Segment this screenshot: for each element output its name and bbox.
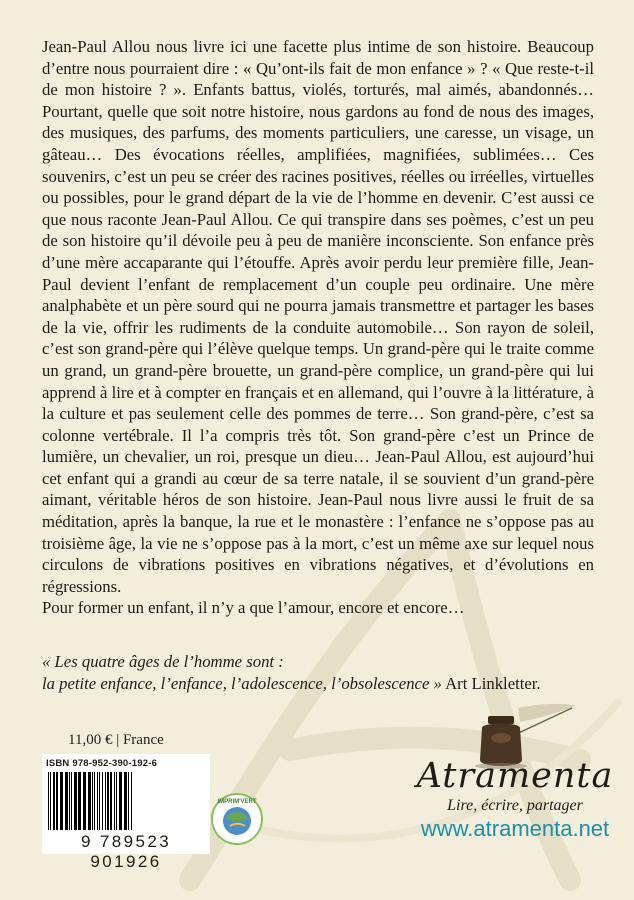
barcode-bar bbox=[114, 772, 115, 830]
barcode-bar bbox=[83, 772, 86, 830]
barcode-bar bbox=[53, 772, 55, 830]
barcode-bar bbox=[56, 772, 58, 830]
barcode-bar bbox=[107, 772, 109, 830]
price-label: 11,00 € | France bbox=[68, 732, 164, 748]
barcode-bar bbox=[105, 772, 106, 830]
isbn-number: ISBN 978-952-390-192-6 bbox=[46, 758, 158, 769]
quote-line-2: la petite enfance, l’enfance, l’adolescence, l’obsolescence » bbox=[42, 673, 442, 693]
barcode-bar bbox=[74, 772, 77, 830]
barcode-bar bbox=[97, 772, 98, 830]
barcode-digits: 9 789523 901926 bbox=[80, 832, 172, 871]
barcode-bar bbox=[102, 772, 103, 830]
epigraph-quote bbox=[42, 651, 602, 694]
publisher-tagline: Lire, écrire, partager bbox=[447, 797, 583, 814]
barcode-bar bbox=[88, 772, 91, 830]
barcode-bar bbox=[65, 772, 68, 830]
barcode-bar bbox=[131, 772, 132, 830]
barcode-bar bbox=[99, 772, 100, 830]
barcode-bar bbox=[119, 772, 122, 830]
back-cover-blurb bbox=[42, 36, 594, 619]
barcode-bar bbox=[124, 772, 127, 830]
barcode-bar bbox=[71, 772, 72, 830]
quote-author: Art Linkletter. bbox=[441, 673, 541, 693]
barcode-bar bbox=[69, 772, 70, 830]
barcode-bar bbox=[60, 772, 63, 830]
blurb-paragraph: Jean-Paul Allou nous livre ici une facette plus intime de son histoire. Beaucoup d’entre nous pourraient dire : « Qu’ont-ils fait de mon enfance » ? « Que reste-t-il de mon histoire ? ». Enfants battus, violés, torturés, mal aimés, abandonnés… Pourtant, quelle que soit notre histoire, nous gardons au fond de nous des images, des musiques, des parfums, des moments particuliers, une caresse, un visage, un gâteau… Des évocations réelles, amplifiées, magnifiées, sublimées… Ces souvenirs, c’est un peu se créer des racines positives, réelles ou irréelles, virtuelles ou possibles, pour le grand départ de la vie de l’homme en devenir. C’est aussi ce que nous raconte Jean-Paul Allou. Ce qui transpire dans ses poèmes, c’est un peu de son histoire qu’il dévoile peu à peu de manière inconsciente. Son enfance près d’une mère accaparante qui l’étouffe. Après avoir perdu leur première fille, Jean-Paul devient l’enfant de remplacement d’un couple peu ordinaire. Une mère analphabète et un père sourd qui ne pourra jamais transmettre et partager les bases de la vie, offrir les rudiments de la conduite automobile… Son rayon de soleil, c’est son grand-père qui l’élève quelque temps. Un grand-père qui le traite comme un grand, un grand-père brouette, un grand-père complice, un grand-père qui lui apprend à lire et à compter en français et en allemand, qui l’ouvre à la littérature, à la culture et pas seulement celle des pommes de terre… Son grand-père, c’est sa colonne vertébrale. Il l’a compris très tôt. Son grand-père c’est un Prince de lumière, un chevalier, un roi, presque un dieu… Jean-Paul Allou, est aujourd’hui cet enfant qui a grandi au cœur de sa terre natale, il se souvient d’un grand-père aimant, véritable héros de son histoire. Jean-Paul nous livre aussi le fruit de sa méditation, après la banque, la rue et le monastère : l’enfance ne s’oppose pas au troisième âge, la vie ne s’oppose pas à la mort, c’est un même axe sur lequel nous circulons de vibrations positives en vibrations négatives, et d’évolutions en régressions. bbox=[42, 37, 594, 596]
barcode-bar bbox=[50, 772, 51, 830]
barcode-bars bbox=[46, 772, 206, 832]
publisher-website[interactable]: www.atramenta.net bbox=[420, 816, 610, 841]
barcode-bar bbox=[78, 772, 81, 830]
barcode-bar bbox=[94, 772, 95, 830]
barcode-bar bbox=[48, 772, 49, 830]
imprim-vert-logo bbox=[210, 792, 264, 846]
blurb-closing-line: Pour former un enfant, il n’y a que l’amour, encore et encore… bbox=[42, 598, 465, 618]
barcode bbox=[42, 754, 210, 871]
barcode-bar bbox=[92, 772, 93, 830]
imprim-vert-text: IMPRIM'VERT bbox=[217, 799, 257, 805]
barcode-bar bbox=[128, 772, 129, 830]
publisher-logo-name: Atramenta bbox=[416, 756, 614, 796]
barcode-bar bbox=[116, 772, 117, 830]
quote-line-1: « Les quatre âges de l’homme sont : bbox=[42, 652, 284, 671]
barcode-bar bbox=[110, 772, 112, 830]
